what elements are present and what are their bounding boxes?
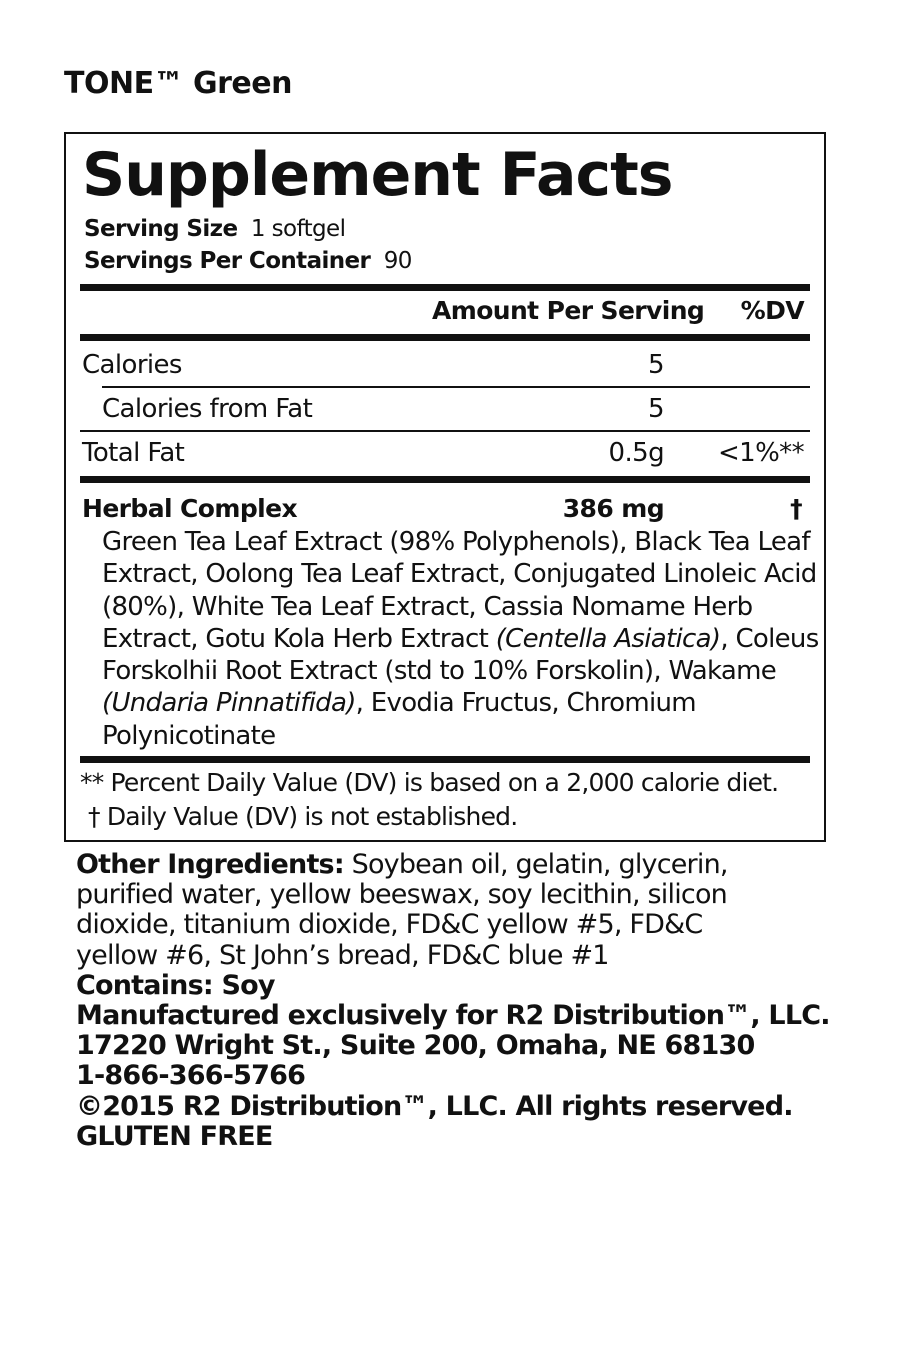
ingredients-text-2: , Coleus Forskolhii Root Extract (std to 10% Forskolin), Wakame bbox=[102, 623, 819, 687]
other-ingredients-line bbox=[76, 850, 836, 880]
ingredients-italic-1: (Centella Asiatica) bbox=[495, 623, 721, 654]
divider-thick bbox=[80, 756, 810, 763]
phone-number: 1-866-366-5766 bbox=[76, 1060, 306, 1092]
row-name-calories: Calories bbox=[82, 350, 182, 380]
row-name-calories-from-fat: Calories from Fat bbox=[102, 394, 313, 424]
row-dv-total-fat: <1%** bbox=[717, 438, 804, 468]
row-amount-total-fat: 0.5g bbox=[608, 438, 664, 468]
footnote-dv-not-established: † Daily Value (DV) is not established. bbox=[88, 802, 518, 831]
row-name-total-fat: Total Fat bbox=[82, 438, 185, 468]
serving-size-label: Serving Size bbox=[84, 216, 238, 242]
divider-thick bbox=[80, 476, 810, 483]
divider-thick bbox=[80, 284, 810, 291]
supplement-facts-panel bbox=[64, 132, 826, 842]
herbal-complex-amount: 386 mg bbox=[562, 494, 664, 523]
other-ingredients-block bbox=[76, 850, 836, 1152]
other-ingredients-text: Soybean oil, gelatin, glycerin, bbox=[343, 849, 728, 880]
other-ingredients-line: yellow #6, St John’s bread, FD&C blue #1 bbox=[76, 939, 609, 971]
contains-allergen: Contains: Soy bbox=[76, 969, 275, 1001]
dv-header: %DV bbox=[740, 296, 804, 325]
servings-per-container bbox=[84, 248, 412, 274]
facts-heading: Supplement Facts bbox=[82, 140, 673, 210]
row-amount-calories: 5 bbox=[648, 350, 664, 380]
product-title: TONE™ Green bbox=[64, 66, 292, 101]
servings-per-container-label: Servings Per Container bbox=[84, 248, 371, 274]
manufacturer: Manufactured exclusively for R2 Distribution™, LLC. bbox=[76, 1000, 830, 1032]
footnote-percent-dv: ** Percent Daily Value (DV) is based on a 2,000 calorie diet. bbox=[80, 768, 779, 797]
gluten-free: GLUTEN FREE bbox=[76, 1120, 273, 1152]
row-amount-calories-from-fat: 5 bbox=[648, 394, 664, 424]
other-ingredients-label: Other Ingredients: bbox=[76, 849, 344, 880]
other-ingredients-line: dioxide, titanium dioxide, FD&C yellow #5, FD&C bbox=[76, 909, 703, 941]
ingredients-text-1: Green Tea Leaf Extract (98% Polyphenols), Black Tea Leaf Extract, Oolong Tea Leaf Extract, Conjugated Linoleic Acid (80%), White Tea Leaf Extract, Cassia Nomame Herb Extract, Gotu Kola Herb Extract bbox=[102, 527, 817, 654]
servings-per-container-value: 90 bbox=[383, 248, 412, 274]
ingredients-italic-2: (Undaria Pinnatifida) bbox=[102, 688, 356, 719]
divider-thin bbox=[80, 430, 810, 432]
divider-thick bbox=[80, 334, 810, 341]
copyright: ©2015 R2 Distribution™, LLC. All rights reserved. bbox=[76, 1090, 793, 1122]
serving-size bbox=[84, 216, 345, 242]
herbal-ingredients-list bbox=[102, 526, 822, 752]
address: 17220 Wright St., Suite 200, Omaha, NE 68130 bbox=[76, 1030, 755, 1062]
herbal-complex-dv: † bbox=[790, 494, 802, 523]
herbal-complex-name: Herbal Complex bbox=[82, 494, 297, 523]
divider-thin bbox=[102, 386, 810, 388]
serving-size-value: 1 softgel bbox=[250, 216, 346, 242]
ingredients-text-3: , Evodia Fructus, Chromium Polynicotinate bbox=[102, 688, 696, 751]
amount-per-serving-header: Amount Per Serving bbox=[432, 296, 705, 325]
other-ingredients-line: purified water, yellow beeswax, soy lecithin, silicon bbox=[76, 879, 727, 911]
